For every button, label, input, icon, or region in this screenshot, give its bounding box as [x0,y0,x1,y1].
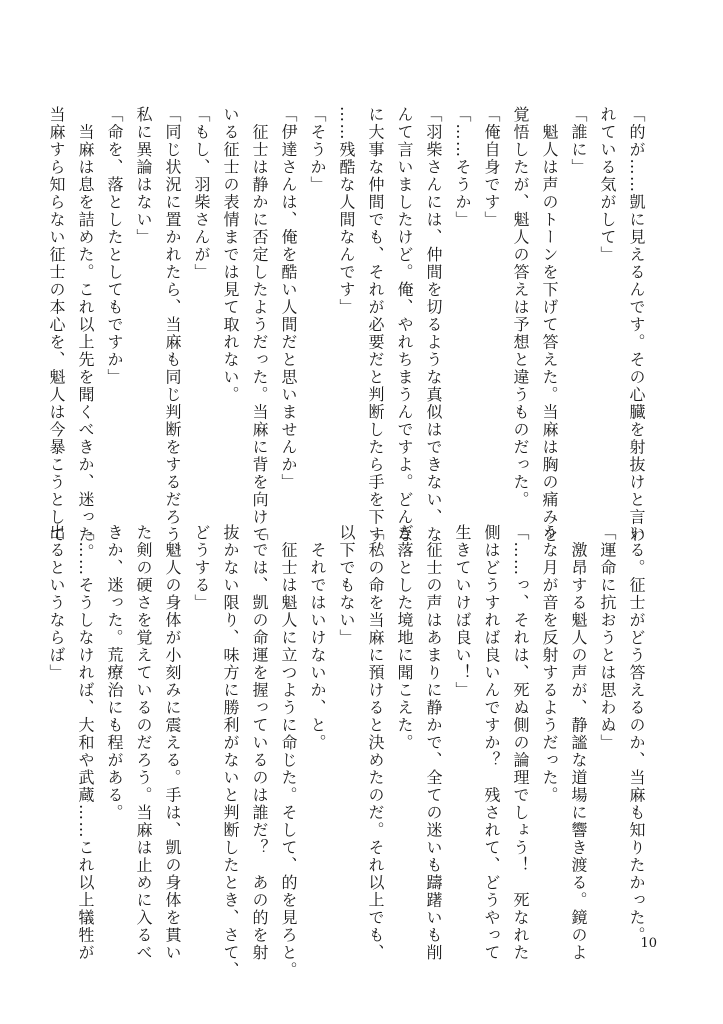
text-line: 出るというならば」 [47,524,66,682]
text-line: ……残酷な人間なんです」 [337,106,356,316]
text-line: れている気がして」 [598,106,617,264]
text-line: 生きていけば良い！」 [453,524,472,699]
text-line: 「では、凱の命運を握っているのは誰だ？ あの的を射 [250,524,269,962]
text-line: 征士の声はあまりに静かで、全ての迷いも躊躇いも削 [424,524,443,962]
text-line: 「伊達さんは、俺を酷い人間だと思いませんか」 [279,106,298,491]
text-line: 側はどうすれば良いんですか？ 残されて、どうやって [482,524,501,962]
text-line: 魁人の身体が小刻みに震える。手は、凱の身体を貫い [163,524,182,962]
text-line: 「私の命を当麻に預けると決めたのだ。それ以上でも、 [366,524,385,962]
text-line: うな月が音を反射するようだった。 [540,524,559,804]
text-line: 「羽柴さんには、仲間を切るような真似はできない、な [424,106,443,544]
text-line: 抜かない限り、味方に勝利がないと判断したとき、さて、 [221,524,240,979]
text-line: 「……そうか」 [453,106,472,229]
text-line: きか、迷った。荒療治にも程がある。 [105,524,124,822]
text-line: 「運命に抗おうとは思わぬ」 [598,524,617,752]
text-line: 「同じ状況に置かれたら、当麻も同じ判断をするだろう。 [163,106,182,561]
text-line: 「……そうしなければ、大和や武蔵……これ以上犠牲が [76,524,95,962]
page-number: 10 [640,936,657,951]
text-line: んて言いましたけど。俺、やれちまうんですよ。どんな [395,106,414,544]
text-line: 「誰に」 [569,106,588,176]
text-line: 激昂する魁人の声が、静謐な道場に響き渡る。鏡のよ [569,524,588,962]
text-line: どうする」 [192,524,211,612]
text-line: 「的が……凱に見えるんです。その心臓を射抜けと言わ [627,106,646,544]
text-line: 征士は魁人に立つように命じた。そして、的を見ろと。 [279,524,298,979]
text-line: 覚悟したが、魁人の答えは予想と違うものだった。 [511,106,530,509]
text-line: 「そうか」 [308,106,327,194]
text-line: 「……っ、それは、死ぬ側の論理でしょう！ 死なれた [511,524,530,962]
text-line: 以下でもない」 [337,524,356,647]
text-line: 「もし、羽柴さんが」 [192,106,211,281]
text-line: ぎ落とした境地に聞こえた。 [395,524,414,752]
text-line: 私に異論はない」 [134,106,153,246]
text-block-top [42,106,651,561]
text-line: 「俺自身です」 [482,106,501,229]
text-line: いる。征士がどう答えるのか、当麻も知りたかった。 [627,524,646,944]
text-line: た剣の硬さを覚えているのだろう。当麻は止めに入るべ [134,524,153,962]
text-line: に大事な仲間でも、それが必要だと判断したら手を下す。 [366,106,385,561]
text-line: 「命を、落としたとしてもですか」 [105,106,124,386]
text-line: 当麻すら知らない征士の本心を、魁人は今暴こうとして [47,106,66,544]
text-line: それではいけないか、と。 [308,524,327,752]
text-line: いる征士の表情までは見て取れない。 [221,106,240,404]
text-line: 征士は静かに否定したようだった。当麻に背を向けて [250,106,269,544]
text-line: 魁人は声のトーンを下げて答えた。当麻は胸の痛みを [540,106,559,544]
text-line: 当麻は息を詰めた。これ以上先を聞くべきか、迷った。 [76,106,95,561]
